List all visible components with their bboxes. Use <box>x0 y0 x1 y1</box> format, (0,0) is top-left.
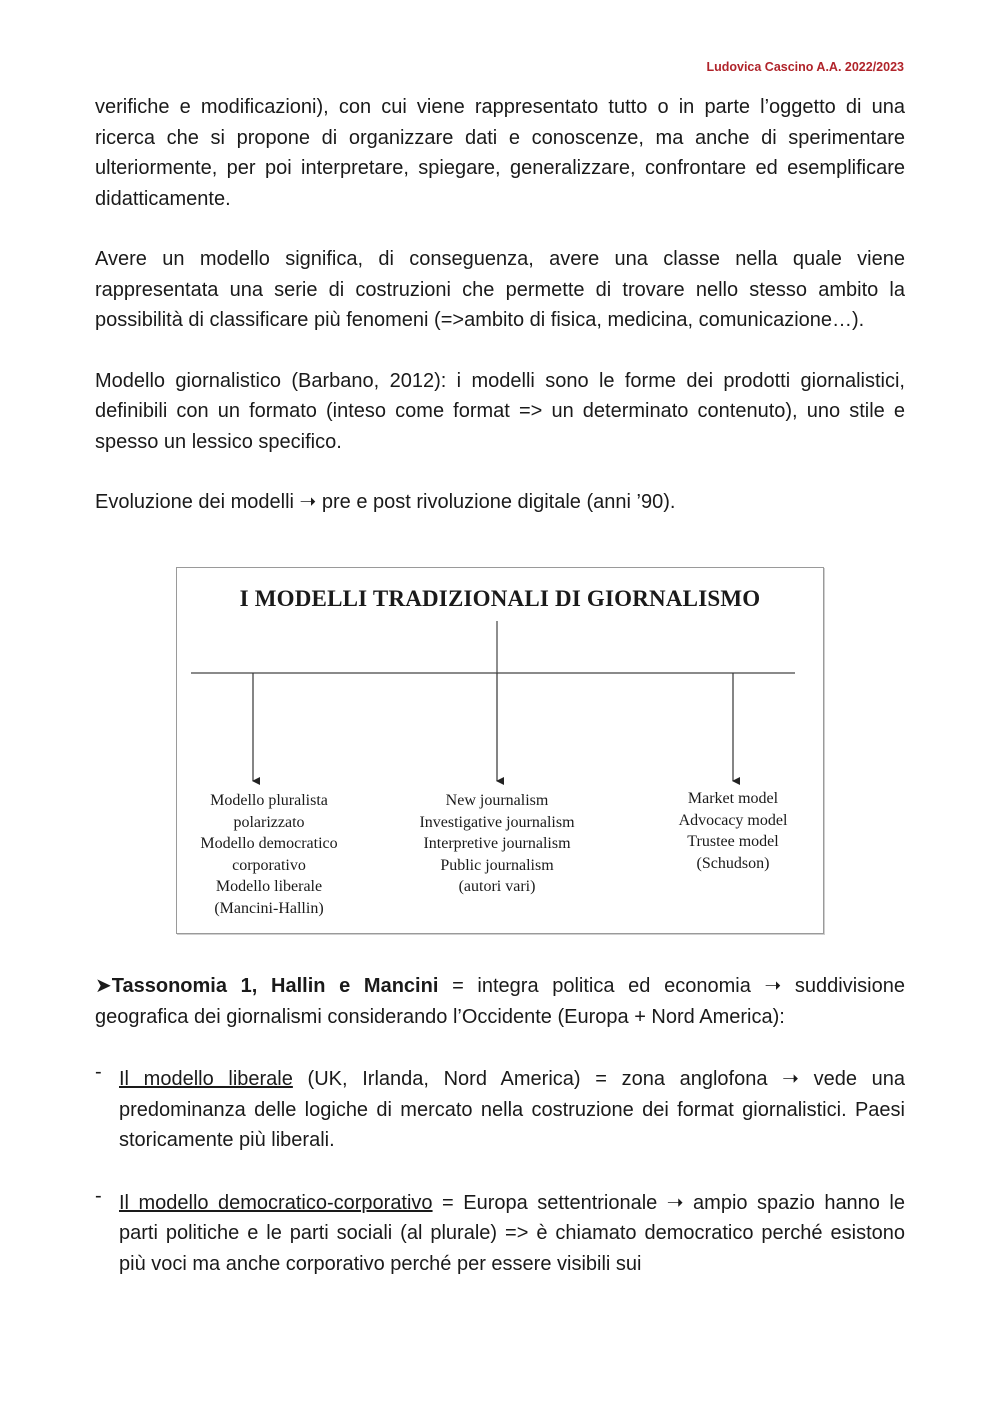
right-line-2: Advocacy model <box>678 811 788 829</box>
page-header: Ludovica Cascino A.A. 2022/2023 <box>706 60 904 74</box>
center-line-2: Investigative journalism <box>419 813 575 831</box>
right-line-1: Market model <box>687 790 779 807</box>
paragraph-4: Evoluzione dei modelli ➝ pre e post rivoluzione digitale (anni ’90). <box>95 491 676 513</box>
center-line-1: New journalism <box>445 792 549 809</box>
body-text <box>95 92 905 518</box>
left-line-2: polarizzato <box>233 813 305 831</box>
taxonomy-section <box>95 971 905 1032</box>
left-line-1: Modello pluralista <box>210 792 328 809</box>
paragraph-3: Modello giornalistico (Barbano, 2012): i modelli sono le forme dei prodotti giornalistici, definibili con un formato (inteso come format => un determinato contenuto), uno stile e spesso un lessico specifico. <box>95 369 905 453</box>
left-line-4: corporativo <box>232 856 306 874</box>
left-line-3: Modello democratico <box>200 835 338 852</box>
dash-bullet: - <box>95 1061 102 1083</box>
right-column <box>643 788 823 874</box>
right-line-4: (Schudson) <box>696 854 770 872</box>
paragraph-1: verifiche e modificazioni), con cui viene rappresentato tutto o in parte l’oggetto di una ricerca che si propone di organizzare dati e conoscenze, ma anche di sperimentare ulteriormente, per poi interpretare, spiegare, generalizzare, confrontare ed esemplificare didatticamente. <box>95 96 905 210</box>
left-column <box>169 790 369 919</box>
journalism-models-diagram <box>176 567 824 934</box>
diagram-title: I MODELLI TRADIZIONALI DI GIORNALISMO <box>239 586 761 611</box>
right-line-3: Trustee model <box>687 833 779 850</box>
left-line-6: (Mancini-Hallin) <box>214 899 324 917</box>
dash-bullet: - <box>95 1184 102 1207</box>
bullet-text <box>119 1064 905 1156</box>
center-line-5: (autori vari) <box>458 878 536 895</box>
bullet-body: (UK, Irlanda, Nord America) = zona anglofona ➝ vede una predominanza delle logiche di mercato nella costruzione dei format giornalistici. Paesi storicamente più liberali. <box>119 1068 905 1151</box>
center-column <box>387 790 607 898</box>
list-item <box>95 1184 905 1280</box>
left-line-5: Modello liberale <box>215 878 323 895</box>
bullet-term: Il modello liberale <box>119 1068 293 1090</box>
bullet-body: = Europa settentrionale ➝ ampio spazio hanno le parti politiche e le parti sociali (al plurale) => è chiamato democratico perché esistono più voci ma anche corporativo perché per essere visibili sui <box>119 1191 905 1275</box>
taxonomy-paragraph <box>95 971 905 1032</box>
list-item <box>95 1061 905 1156</box>
center-line-3: Interpretive journalism <box>423 835 571 852</box>
center-line-4: Public journalism <box>440 856 554 874</box>
taxonomy-text: = integra politica ed economia ➝ suddivisione geografica dei giornalismi considerando l’Occidente (Europa + Nord America): <box>95 975 905 1028</box>
taxonomy-title: Tassonomia 1, Hallin e Mancini <box>111 975 439 997</box>
bullet-term: Il modello democratico-corporativo <box>119 1191 433 1214</box>
paragraph-2: Avere un modello significa, di conseguenza, avere una classe nella quale viene rappresentata una serie di costruzioni che permette di trovare nello stesso ambito la possibilità di classificare più fenomeni (=>ambito di fisica, medicina, comunicazione…). <box>95 248 905 331</box>
bullet-list <box>95 1061 905 1279</box>
bullet-text <box>119 1188 905 1280</box>
arrowhead-icon: ➤ <box>95 975 112 997</box>
